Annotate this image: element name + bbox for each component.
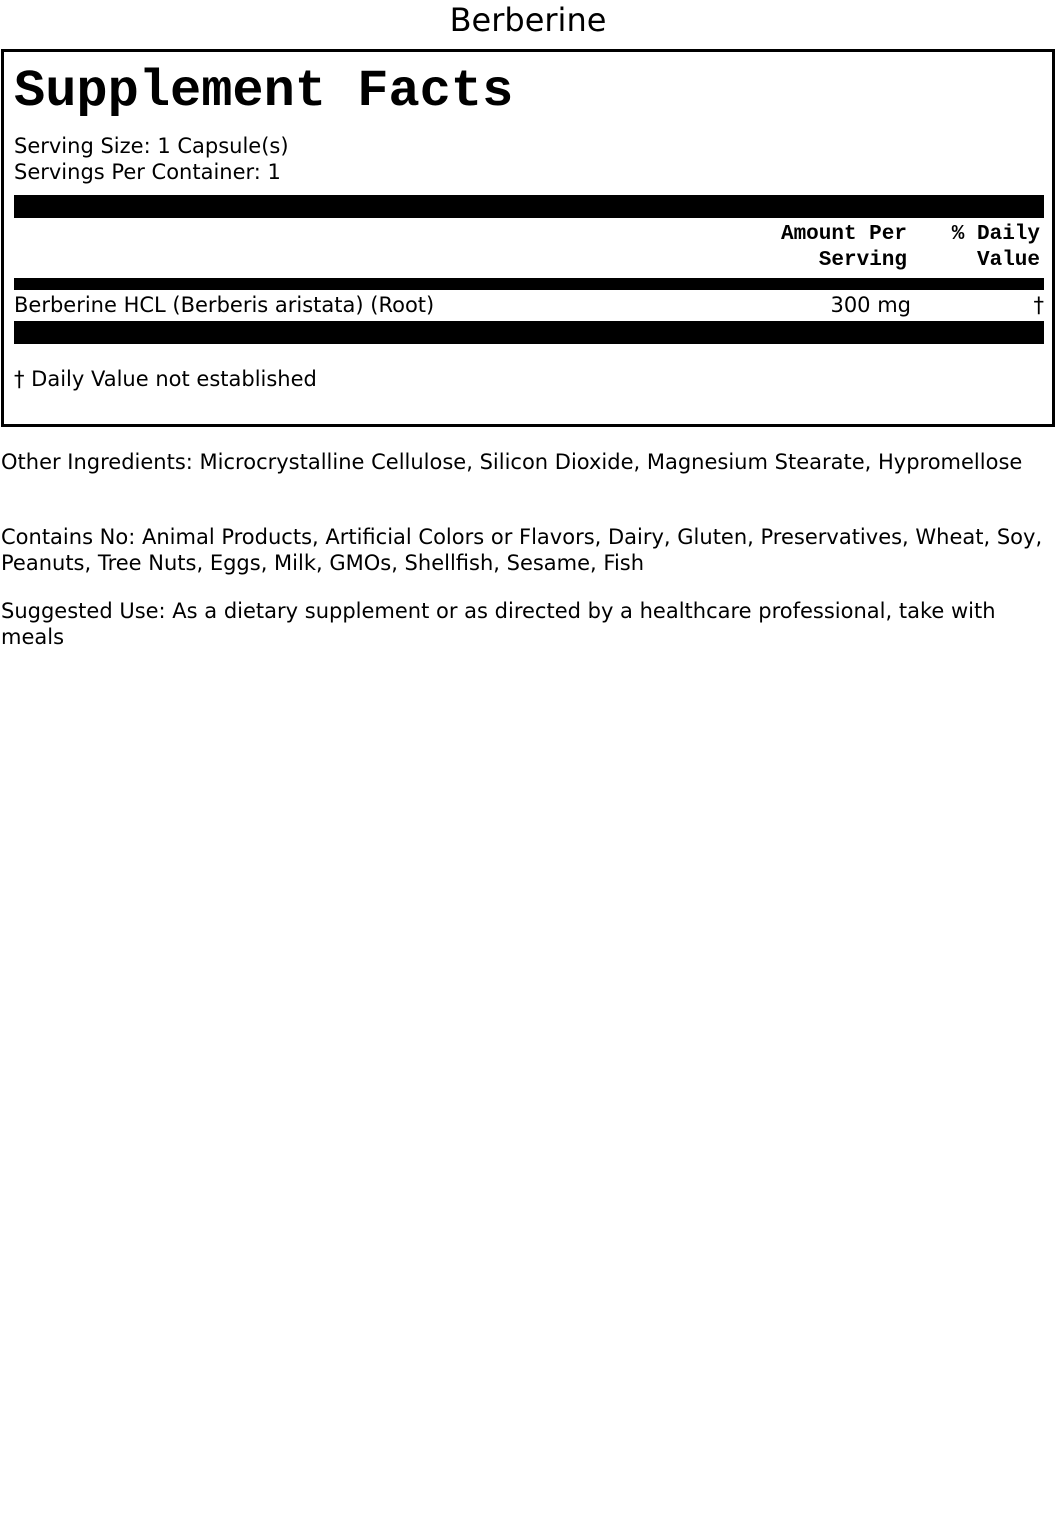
suggested-use: Suggested Use: As a dietary supplement or as directed by a healthcare professional, take with meals <box>1 599 996 649</box>
daily-value-footnote: † Daily Value not established <box>14 367 317 391</box>
servings-per-container: Servings Per Container: 1 <box>14 160 281 184</box>
daily-value-header <box>952 222 1040 274</box>
ingredient-name: Berberine HCL (Berberis aristata) (Root) <box>14 293 435 317</box>
medium-divider <box>14 278 1044 290</box>
amount-header-line-2: Serving <box>818 249 907 272</box>
thick-divider-bottom <box>14 321 1044 344</box>
contains-no: Contains No: Animal Products, Artificial Colors or Flavors, Dairy, Gluten, Preservatives, Wheat, Soy, Peanuts, Tree Nuts, Eggs, Milk, GMOs, Shellfish, Sesame, Fish <box>1 525 1043 575</box>
ingredient-daily-value: † <box>1033 293 1044 317</box>
ingredient-row <box>14 291 1044 319</box>
supplement-facts-panel <box>1 49 1055 427</box>
amount-header-line-1: Amount Per <box>780 223 907 246</box>
ingredient-amount: 300 mg <box>830 293 911 317</box>
serving-size: Serving Size: 1 Capsule(s) <box>14 134 289 158</box>
thick-divider-top <box>14 195 1044 218</box>
product-title: Berberine <box>449 1 607 39</box>
other-ingredients: Other Ingredients: Microcrystalline Cellulose, Silicon Dioxide, Magnesium Stearate, Hypromellose <box>1 450 1023 474</box>
daily-value-header-line-1: % Daily <box>951 223 1040 246</box>
supplement-facts-heading: Supplement Facts <box>14 62 514 121</box>
amount-per-serving-header <box>781 222 907 274</box>
daily-value-header-line-2: Value <box>976 249 1040 272</box>
